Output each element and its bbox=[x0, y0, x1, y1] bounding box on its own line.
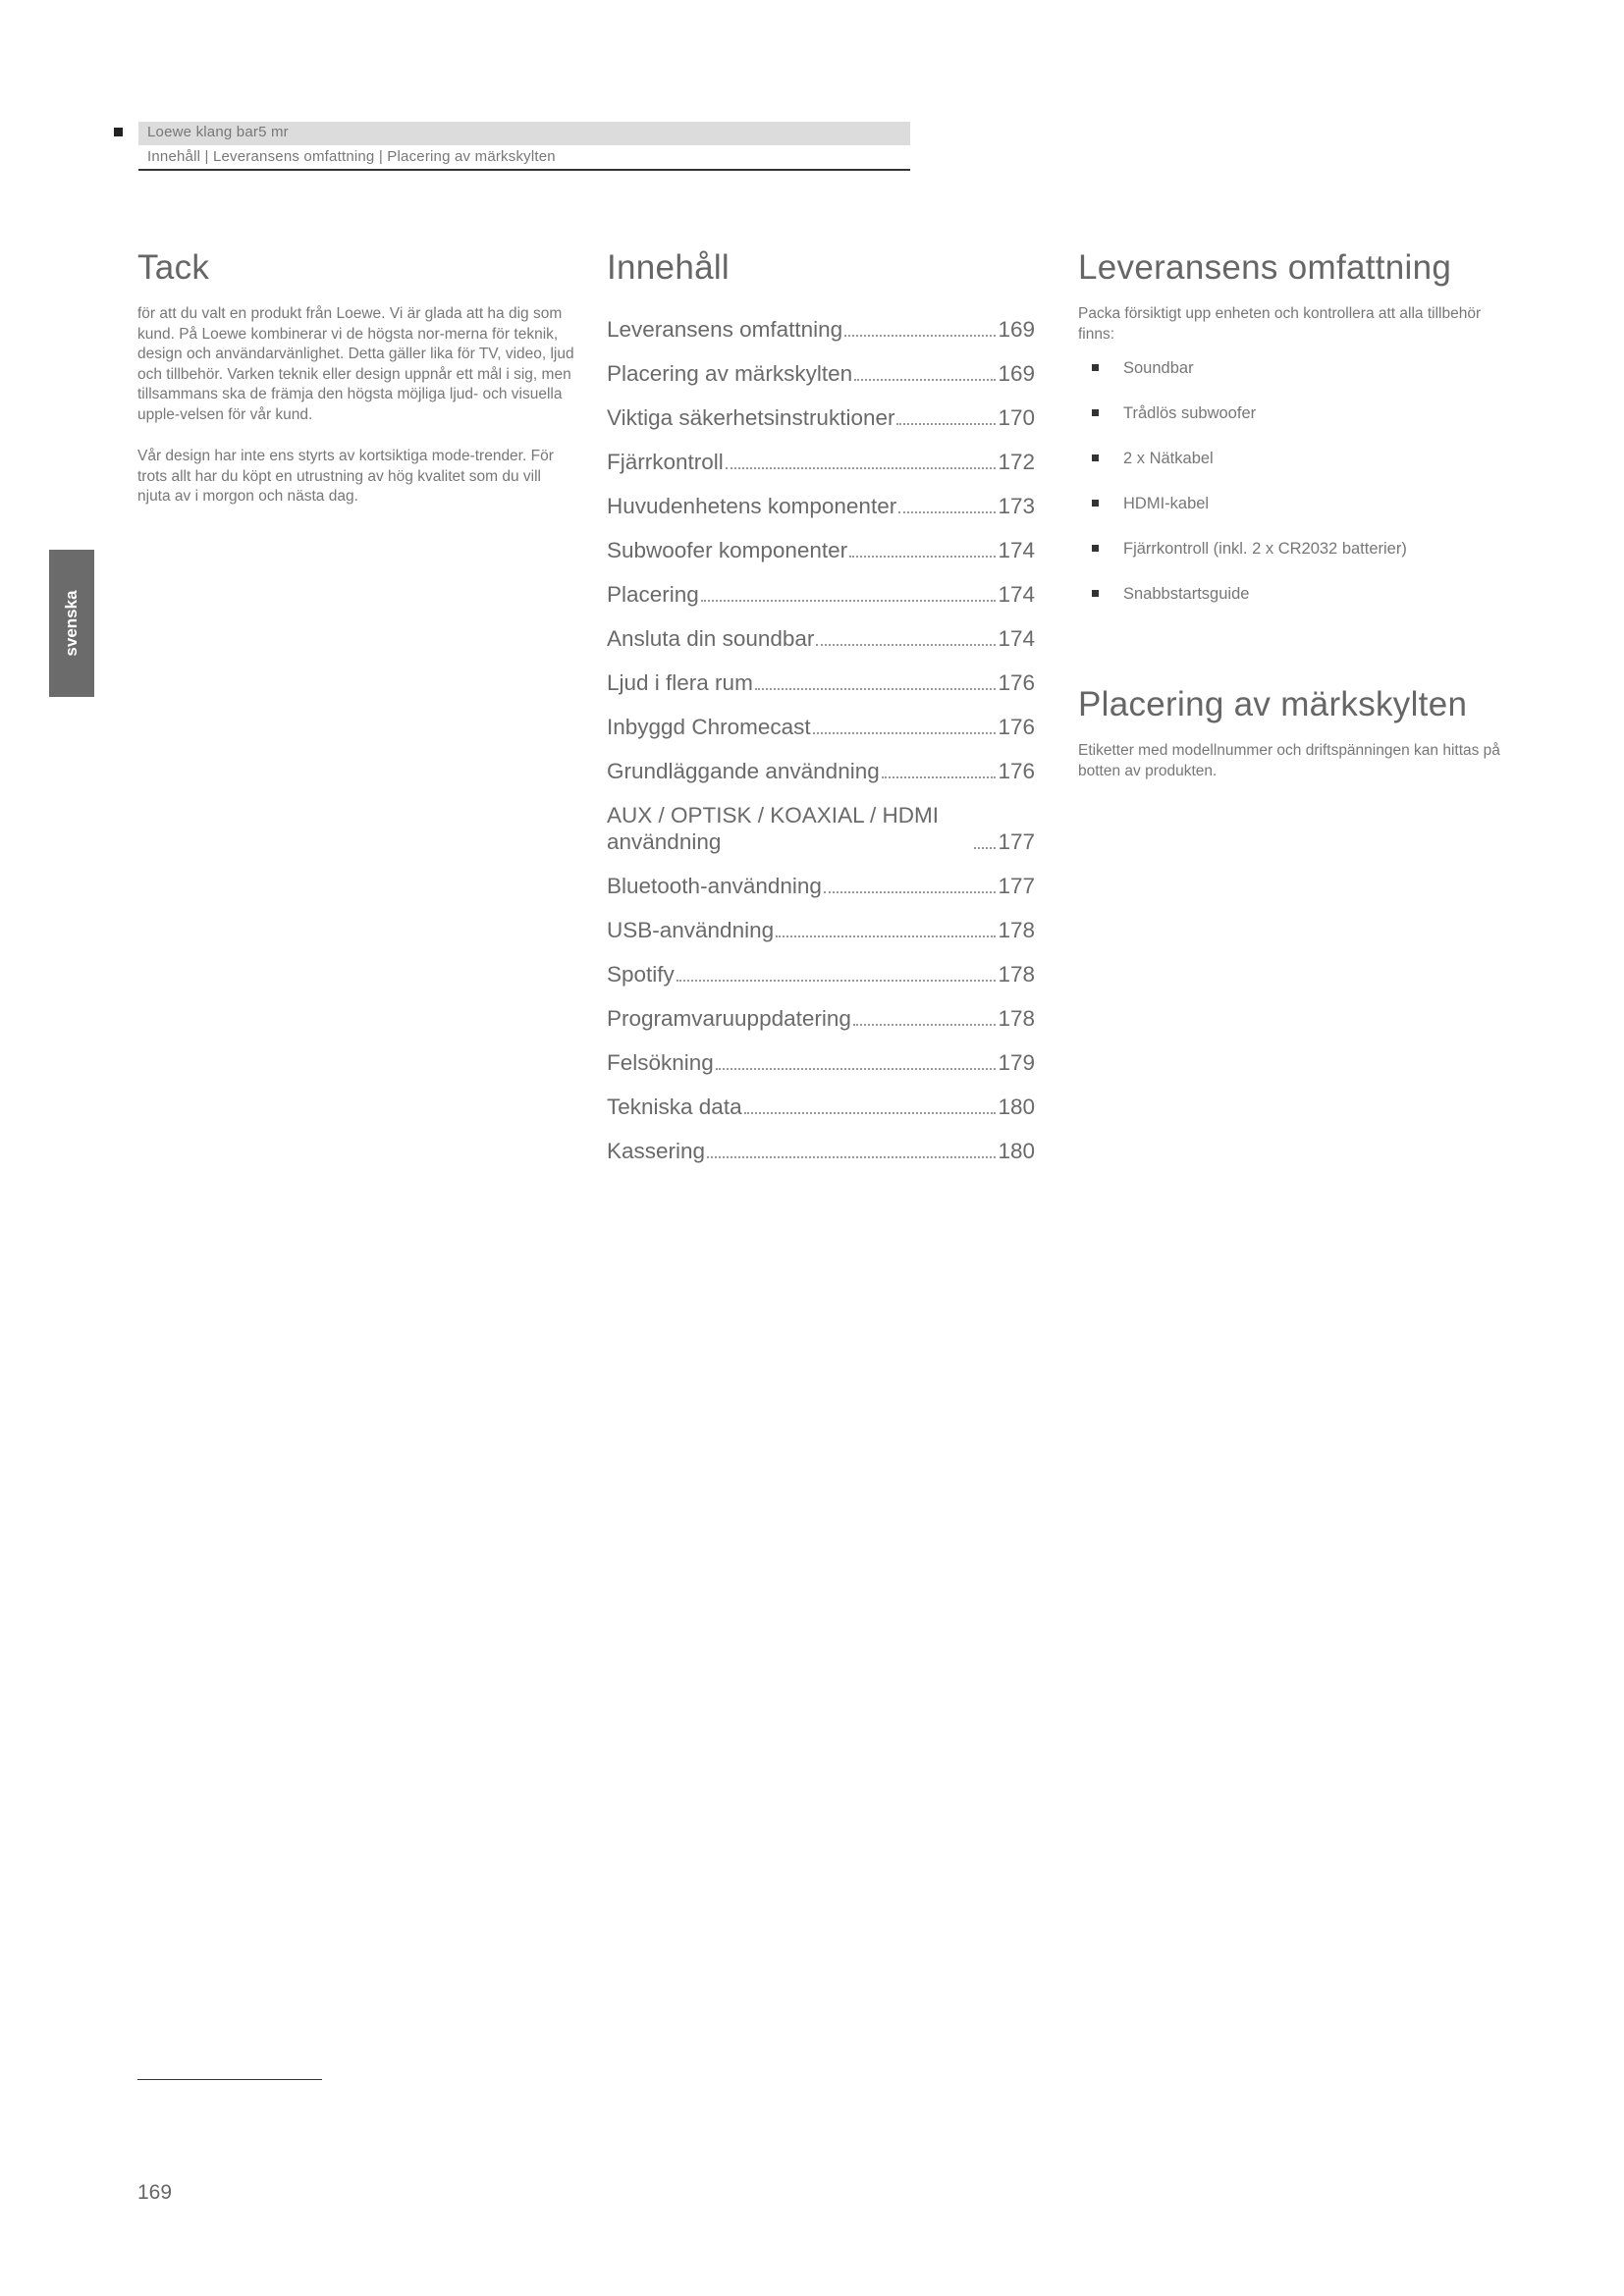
toc-item-page: 176 bbox=[998, 670, 1035, 695]
header-rule bbox=[138, 169, 910, 171]
language-tab bbox=[49, 550, 94, 697]
nameplate-heading: Placering av märkskylten bbox=[1078, 685, 1468, 723]
toc-item-page: 174 bbox=[998, 626, 1035, 651]
toc-item-title: Tekniska data bbox=[607, 1095, 742, 1119]
toc-item[interactable] bbox=[607, 431, 1035, 475]
toc-item-page: 174 bbox=[998, 582, 1035, 607]
toc-item-title: Felsökning bbox=[607, 1050, 714, 1075]
toc-leader bbox=[813, 732, 997, 734]
nameplate-text: Etiketter med modellnummer och driftspänningen kan hittas på botten av produkten. bbox=[1078, 742, 1500, 779]
toc-item-page: 172 bbox=[998, 450, 1035, 474]
toc-item[interactable] bbox=[607, 1120, 1035, 1164]
toc-item[interactable] bbox=[607, 519, 1035, 563]
toc-leader bbox=[726, 467, 997, 469]
toc-item-title: Leveransens omfattning bbox=[607, 317, 843, 342]
page-number: 169 bbox=[137, 2181, 173, 2204]
toc-leader bbox=[853, 1024, 997, 1026]
toc-section bbox=[607, 245, 1035, 1164]
delivery-item: Fjärrkontroll (inkl. 2 x CR2032 batterier) bbox=[1078, 539, 1520, 584]
delivery-list bbox=[1078, 358, 1520, 629]
toc-leader bbox=[677, 980, 997, 982]
toc-item-page: 176 bbox=[998, 715, 1035, 739]
toc-item-title: Inbyggd Chromecast bbox=[607, 715, 811, 739]
toc-item[interactable] bbox=[607, 563, 1035, 608]
toc-item[interactable] bbox=[607, 855, 1035, 899]
toc-leader bbox=[882, 776, 997, 778]
toc-item[interactable] bbox=[607, 1032, 1035, 1076]
toc-item[interactable] bbox=[607, 696, 1035, 740]
toc-item-page: 178 bbox=[998, 1006, 1035, 1031]
toc-leader bbox=[744, 1112, 997, 1114]
toc-leader bbox=[776, 935, 996, 937]
delivery-item: Trådlös subwoofer bbox=[1078, 403, 1520, 449]
toc-leader bbox=[701, 600, 997, 602]
toc-leader bbox=[849, 556, 996, 558]
toc-item-title: Fjärrkontroll bbox=[607, 450, 724, 474]
toc-item-title: Grundläggande användning bbox=[607, 759, 880, 783]
toc-leader bbox=[824, 891, 997, 893]
toc-item-title: USB-användning bbox=[607, 918, 775, 942]
language-tab-label: svenska bbox=[62, 590, 81, 657]
toc-item[interactable] bbox=[607, 343, 1035, 387]
toc-item[interactable] bbox=[607, 608, 1035, 652]
toc-list bbox=[607, 298, 1035, 1164]
toc-leader bbox=[844, 335, 996, 337]
toc-item[interactable] bbox=[607, 988, 1035, 1032]
delivery-heading: Leveransens omfattning bbox=[1078, 248, 1452, 287]
toc-item-page: 177 bbox=[998, 829, 1035, 854]
toc-item[interactable] bbox=[607, 475, 1035, 519]
nameplate-section bbox=[1078, 682, 1520, 781]
delivery-intro: Packa försiktigt upp enheten och kontrollera att alla tillbehör finns: bbox=[1078, 305, 1482, 343]
delivery-item: Snabbstartsguide bbox=[1078, 584, 1520, 629]
toc-item-page: 173 bbox=[998, 494, 1035, 518]
breadcrumb: Innehåll | Leveransens omfattning | Placering av märkskylten bbox=[147, 148, 556, 165]
toc-item[interactable] bbox=[607, 943, 1035, 988]
toc-leader bbox=[716, 1068, 997, 1070]
toc-item-title: Ljud i flera rum bbox=[607, 670, 753, 695]
tack-paragraph: för att du valt en produkt från Loewe. Vi är glada att ha dig som kund. På Loewe kombinerar vi de högsta nor-merna för teknik, design och användarvänlighet. Detta gäller lika för TV, video, ljud och tillbehör. Varken teknik eller design uppnår ett mål i sig, men tillsammans ska de främja den högsta möjliga ljud- och visuella upple-velsen för vår kund. bbox=[137, 305, 574, 423]
toc-item-title: Huvudenhetens komponenter bbox=[607, 494, 897, 518]
toc-item[interactable] bbox=[607, 784, 1035, 855]
toc-item-page: 169 bbox=[998, 317, 1035, 342]
toc-item[interactable] bbox=[607, 1076, 1035, 1120]
toc-leader bbox=[707, 1156, 996, 1158]
toc-leader bbox=[974, 847, 996, 849]
toc-item[interactable] bbox=[607, 387, 1035, 431]
toc-heading: Innehåll bbox=[607, 248, 731, 287]
toc-item[interactable] bbox=[607, 652, 1035, 696]
toc-item-title: Programvaruuppdatering bbox=[607, 1006, 851, 1031]
delivery-item: HDMI-kabel bbox=[1078, 494, 1520, 539]
toc-item-page: 180 bbox=[998, 1139, 1035, 1163]
toc-item[interactable] bbox=[607, 899, 1035, 943]
toc-item-page: 179 bbox=[998, 1050, 1035, 1075]
toc-item[interactable] bbox=[607, 740, 1035, 784]
toc-item-title: Subwoofer komponenter bbox=[607, 538, 848, 562]
delivery-section bbox=[1078, 245, 1520, 781]
toc-leader bbox=[816, 644, 996, 646]
toc-leader bbox=[755, 688, 997, 690]
toc-item-title: Viktiga säkerhetsinstruktioner bbox=[607, 405, 895, 430]
toc-leader bbox=[854, 379, 996, 381]
toc-item-page: 174 bbox=[998, 538, 1035, 562]
toc-item-title: Spotify bbox=[607, 962, 675, 987]
toc-item-page: 176 bbox=[998, 759, 1035, 783]
toc-item-page: 177 bbox=[998, 874, 1035, 898]
toc-item-page: 178 bbox=[998, 918, 1035, 942]
toc-item[interactable] bbox=[607, 298, 1035, 343]
tack-paragraph: Vår design har inte ens styrts av kortsiktiga mode-trender. För trots allt har du köpt en utrustning av hög kvalitet som du vill njuta av i morgon och nästa dag. bbox=[137, 448, 554, 505]
delivery-item: 2 x Nätkabel bbox=[1078, 449, 1520, 494]
toc-item-title: Placering av märkskylten bbox=[607, 361, 853, 386]
toc-item-title: AUX / OPTISK / KOAXIAL / HDMI användning bbox=[607, 803, 939, 854]
toc-item-page: 170 bbox=[998, 405, 1035, 430]
toc-item-title: Ansluta din soundbar bbox=[607, 626, 815, 651]
header-product-name: Loewe klang bar5 mr bbox=[147, 124, 289, 140]
header-marker bbox=[114, 128, 123, 136]
toc-item-title: Placering bbox=[607, 582, 699, 607]
toc-item-page: 180 bbox=[998, 1095, 1035, 1119]
toc-leader bbox=[898, 511, 996, 513]
toc-leader bbox=[896, 423, 996, 425]
delivery-item: Soundbar bbox=[1078, 358, 1520, 403]
tack-section bbox=[137, 245, 574, 507]
toc-item-title: Kassering bbox=[607, 1139, 706, 1163]
toc-item-page: 178 bbox=[998, 962, 1035, 987]
tack-heading: Tack bbox=[137, 248, 210, 287]
toc-item-title: Bluetooth-användning bbox=[607, 874, 822, 898]
toc-item-page: 169 bbox=[998, 361, 1035, 386]
footer-rule bbox=[137, 2079, 322, 2080]
